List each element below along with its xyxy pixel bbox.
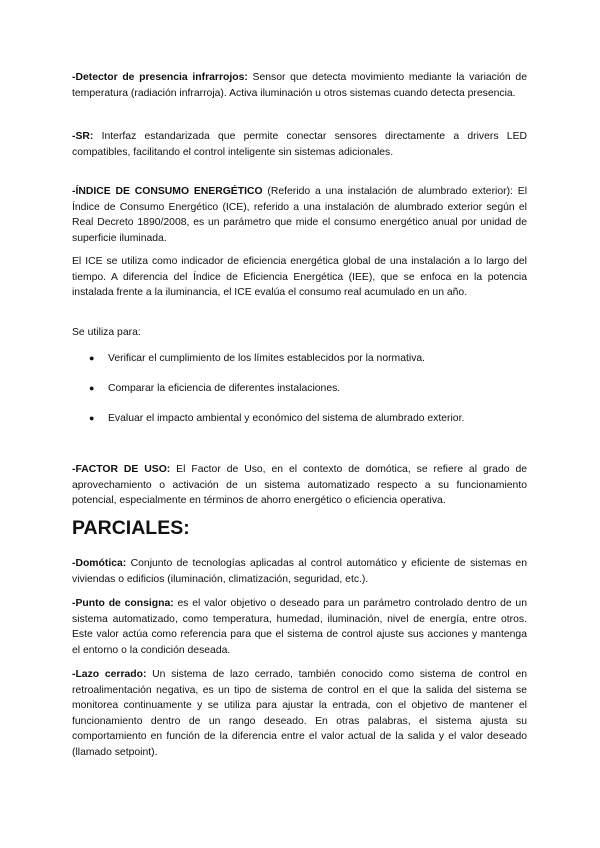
use-item-3: Evaluar el impacto ambiental y económico del sistema de alumbrado exterior. (108, 413, 465, 424)
desc-ice: (Referido a una instalación de alumbrado exterior): El Índice de Consumo Energético (ICE), referido a una instalación de alumbrado exterior según el Real Decreto 1890/2008, es un parámetro que mide el consumo energético anual por unidad de superficie iluminada. (72, 186, 528, 244)
desc-sr: Interfaz estandarizada que permite conectar sensores directamente a drivers LED compatibles, facilitando el control inteligente sin sistemas adicionales. (72, 131, 527, 158)
desc-factor-uso: El Factor de Uso, en el contexto de domótica, se refiere al grado de aprovechamiento o activación de un sistema automatizado respecto a su funcionamiento potencial, especialmente en términos de ahorro energético o eficiencia operativa. (72, 464, 527, 506)
definition-sr (72, 129, 527, 160)
definition-lazo-cerrado (72, 667, 527, 760)
term-sr: -SR: (72, 131, 94, 142)
definition-detector (72, 70, 527, 101)
desc-domotica: Conjunto de tecnologías aplicadas al control automático y eficiente de sistemas en viviendas o edificios (iluminación, climatización, seguridad, etc.). (72, 558, 527, 585)
desc-lazo-cerrado: Un sistema de lazo cerrado, también conocido como sistema de control en retroalimentación negativa, es un tipo de sistema de control en el que la salida del sistema se monitorea continuamente y se utiliza para ajustar la entrada, con el objetivo de mantener el funcionamiento dentro de un rango deseado. En otras palabras, el sistema ajusta su comportamiento en función de la diferencia entre el valor actual de la salida y el valor deseado (llamado setpoint). (72, 669, 528, 758)
bullet-icon: ● (89, 413, 95, 423)
term-ice: -ÍNDICE DE CONSUMO ENERGÉTICO (72, 186, 263, 197)
definition-factor-uso (72, 462, 527, 509)
term-domotica: -Domótica: (72, 558, 127, 569)
uses-intro: Se utiliza para: (72, 327, 141, 338)
use-item-1: Verificar el cumplimiento de los límites establecidos por la normativa. (108, 353, 426, 364)
term-detector: -Detector de presencia infrarrojos: (72, 72, 248, 83)
term-punto-consigna: -Punto de consigna: (72, 598, 174, 609)
term-factor-uso: -FACTOR DE USO: (72, 464, 171, 475)
use-item-2: Comparar la eficiencia de diferentes instalaciones. (108, 383, 341, 394)
paragraph-ice-usage: El ICE se utiliza como indicador de eficiencia energética global de una instalación a lo largo del tiempo. A diferencia del Índice de Eficiencia Energética (IEE), que se enfoca en la potencia instalada frente a la iluminancia, el ICE evalúa el consumo real acumulado en un año. (72, 256, 527, 298)
definition-domotica (72, 556, 527, 587)
desc-punto-consigna: es el valor objetivo o deseado para un parámetro controlado dentro de un sistema automatizado, como temperatura, humedad, iluminación, nivel de energía, entre otros. Este valor actúa como referencia para que el sistema de control ajuste sus acciones y mantenga el entorno o la condición deseada. (72, 598, 527, 656)
bullet-icon: ● (89, 353, 95, 363)
desc-detector: Sensor que detecta movimiento mediante la variación de temperatura (radiación infrarroja). Activa iluminación u otros sistemas cuando detecta presencia. (72, 72, 527, 99)
bullet-icon: ● (89, 383, 95, 393)
section-heading: PARCIALES: (72, 517, 190, 539)
definition-punto-consigna (72, 596, 527, 658)
term-lazo-cerrado: -Lazo cerrado: (72, 669, 147, 680)
definition-ice (72, 184, 527, 246)
